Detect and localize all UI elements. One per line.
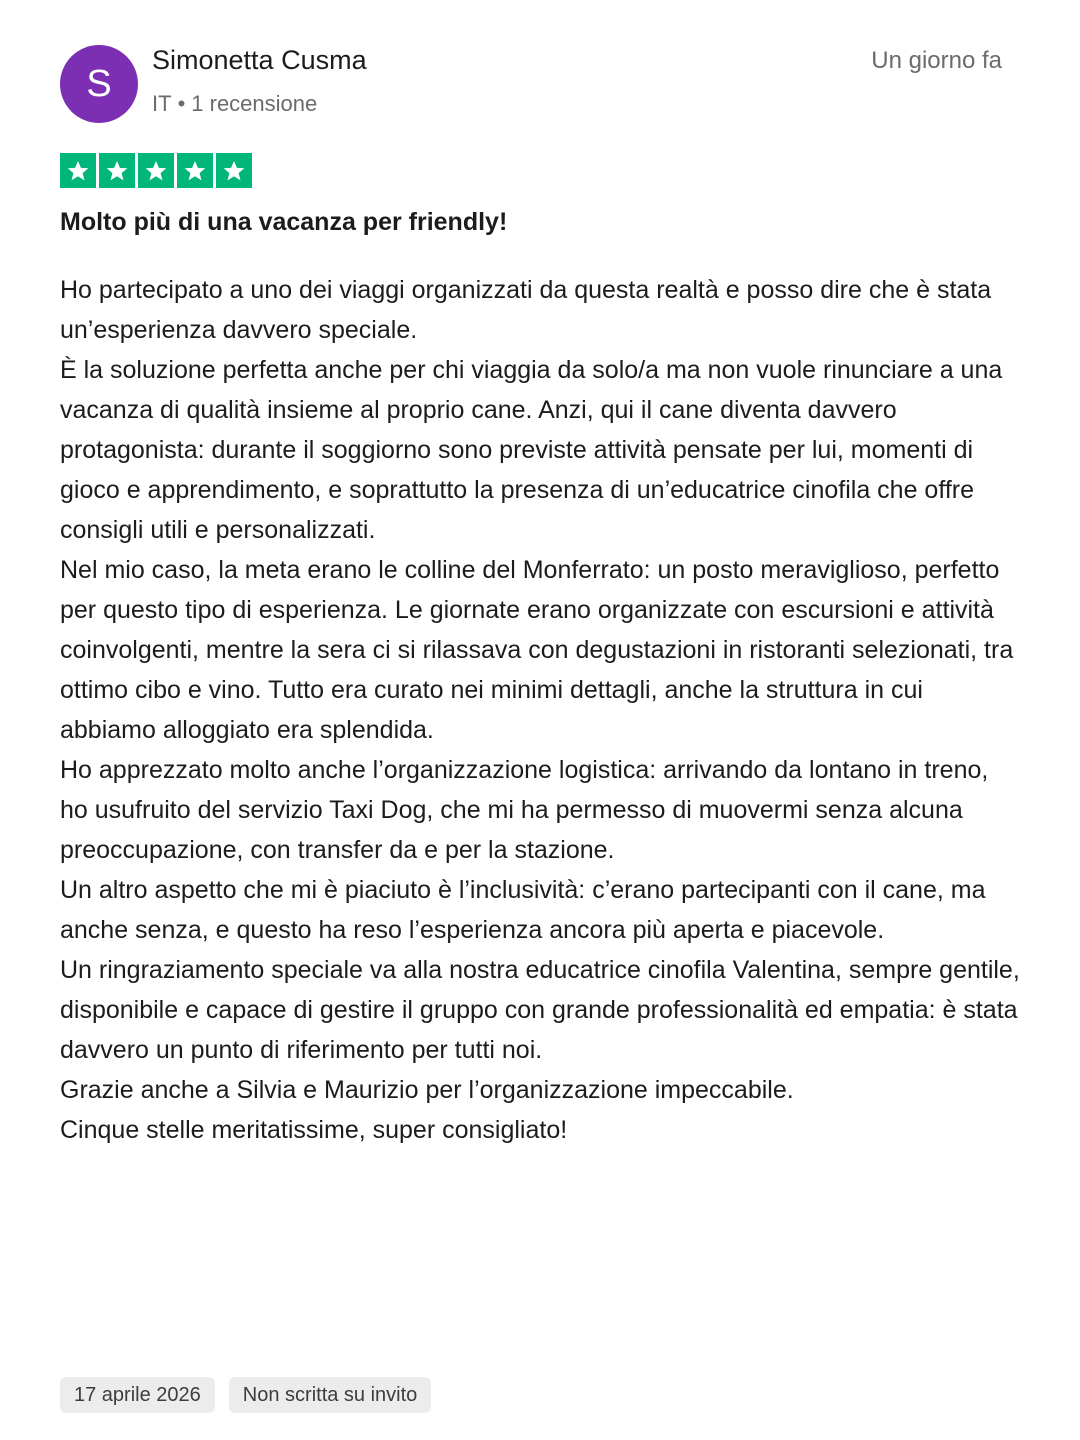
reviewer-name[interactable]: Simonetta Cusma	[152, 45, 367, 75]
review-paragraph: Un altro aspetto che mi è piaciuto è l’inclusività: c’erano partecipanti con il cane, ma anche senza, e questo ha reso l’esperienza ancora più aperta e piacevole.	[60, 876, 986, 944]
review-relative-date: Un giorno fa	[871, 47, 1002, 74]
star-icon	[216, 153, 252, 188]
reviewer-meta	[152, 91, 317, 117]
avatar-initial: S	[86, 62, 112, 105]
star-icon	[138, 153, 174, 188]
review-paragraph: Ho apprezzato molto anche l’organizzazione logistica: arrivando da lontano in treno, ho usufruito del servizio Taxi Dog, che mi ha permesso di muovermi senza alcuna preoccupazione, con transfer da e per la stazione.	[60, 756, 989, 864]
star-icon	[99, 153, 135, 188]
star-icon	[177, 153, 213, 188]
review-title[interactable]: Molto più di una vacanza per friendly!	[60, 208, 508, 236]
invite-status-badge: Non scritta su invito	[229, 1377, 432, 1413]
reviewer-review-count: 1 recensione	[191, 91, 318, 116]
review-tags	[60, 1377, 431, 1413]
review-body	[60, 270, 1020, 1150]
star-icon	[60, 153, 96, 188]
avatar[interactable]	[60, 45, 138, 123]
review-paragraph: Grazie anche a Silvia e Maurizio per l’organizzazione impeccabile.	[60, 1076, 794, 1104]
experience-date-badge: 17 aprile 2026	[60, 1377, 215, 1413]
review-paragraph: Ho partecipato a uno dei viaggi organizzati da questa realtà e posso dire che è stata un’esperienza davvero speciale.	[60, 276, 992, 344]
review-paragraph: Un ringraziamento speciale va alla nostra educatrice cinofila Valentina, sempre gentile, disponibile e capace di gestire il gruppo con grande professionalità ed empatia: è stata davvero un punto di riferimento per tutti noi.	[60, 956, 1020, 1064]
reviewer-country: IT	[152, 91, 172, 116]
review-paragraph: Cinque stelle meritatissime, super consigliato!	[60, 1116, 568, 1144]
meta-separator: •	[177, 91, 186, 116]
review-paragraph: È la soluzione perfetta anche per chi viaggia da solo/a ma non vuole rinunciare a una vacanza di qualità insieme al proprio cane. Anzi, qui il cane diventa davvero protagonista: durante il soggiorno sono previste attività pensate per lui, momenti di gioco e apprendimento, e soprattutto la presenza di un’educatrice cinofila che offre consigli utili e personalizzati.	[60, 356, 1003, 544]
review-paragraph: Nel mio caso, la meta erano le colline del Monferrato: un posto meraviglioso, perfetto per questo tipo di esperienza. Le giornate erano organizzate con escursioni e attività coinvolgenti, mentre la sera ci si rilassava con degustazioni in ristoranti selezionati, tra ottimo cibo e vino. Tutto era curato nei minimi dettagli, anche la struttura in cui abbiamo alloggiato era splendida.	[60, 556, 1014, 744]
star-rating	[60, 153, 252, 188]
